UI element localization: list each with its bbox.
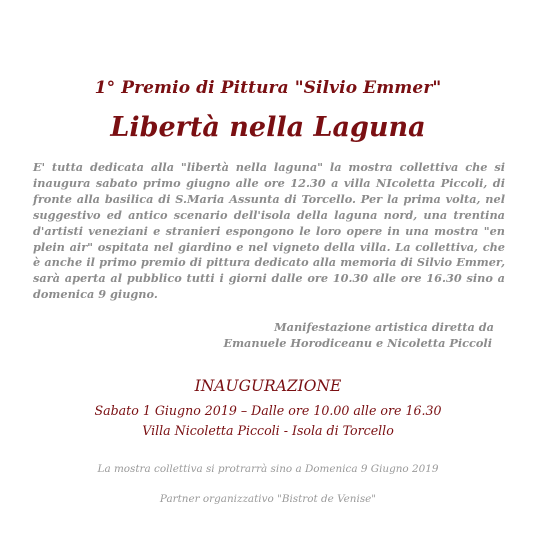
credit-line-names: Emanuele Horodiceanu e Nicoletta Piccoli	[223, 336, 492, 350]
description-paragraph: E' tutta dedicata alla "libertà nella laguna" la mostra collettiva che si inaugura sabato primo giugno alle ore 12.30 a villa NIcoletta Piccoli, di fronte alla basilica di S.Maria Assunta di Torcello. Per la prima volta, nel suggestivo ed antico scenario dell'isola della laguna nord, una trentina d'artisti veneziani e stranieri espongono le loro opere in una mostra "en plein air" ospitata nel giardino e nel vigneto della villa. La collettiva, che è anche il primo premio di pittura dedicato alla memoria di Silvio Emmer, sarà aperta al pubblico tutti i giorni dalle ore 10.30 alle ore 16.30 sino a domenica 9 giugno.	[33, 160, 505, 302]
inauguration-place: Villa Nicoletta Piccoli - Isola di Torcello	[142, 423, 394, 438]
closing-note: La mostra collettiva si protrarrà sino a Domenica 9 Giugno 2019	[97, 463, 439, 475]
inauguration-date: Sabato 1 Giugno 2019 – Dalle ore 10.00 alle ore 16.30	[94, 403, 442, 418]
prize-subtitle: 1° Premio di Pittura "Silvio Emmer"	[94, 78, 442, 98]
credit-line-director: Manifestazione artistica diretta da	[274, 320, 494, 334]
inauguration-heading: INAUGURAZIONE	[194, 377, 342, 395]
partner-note: Partner organizzativo "Bistrot de Venise"	[159, 493, 377, 505]
exhibition-title: Libertà nella Laguna	[110, 112, 426, 143]
